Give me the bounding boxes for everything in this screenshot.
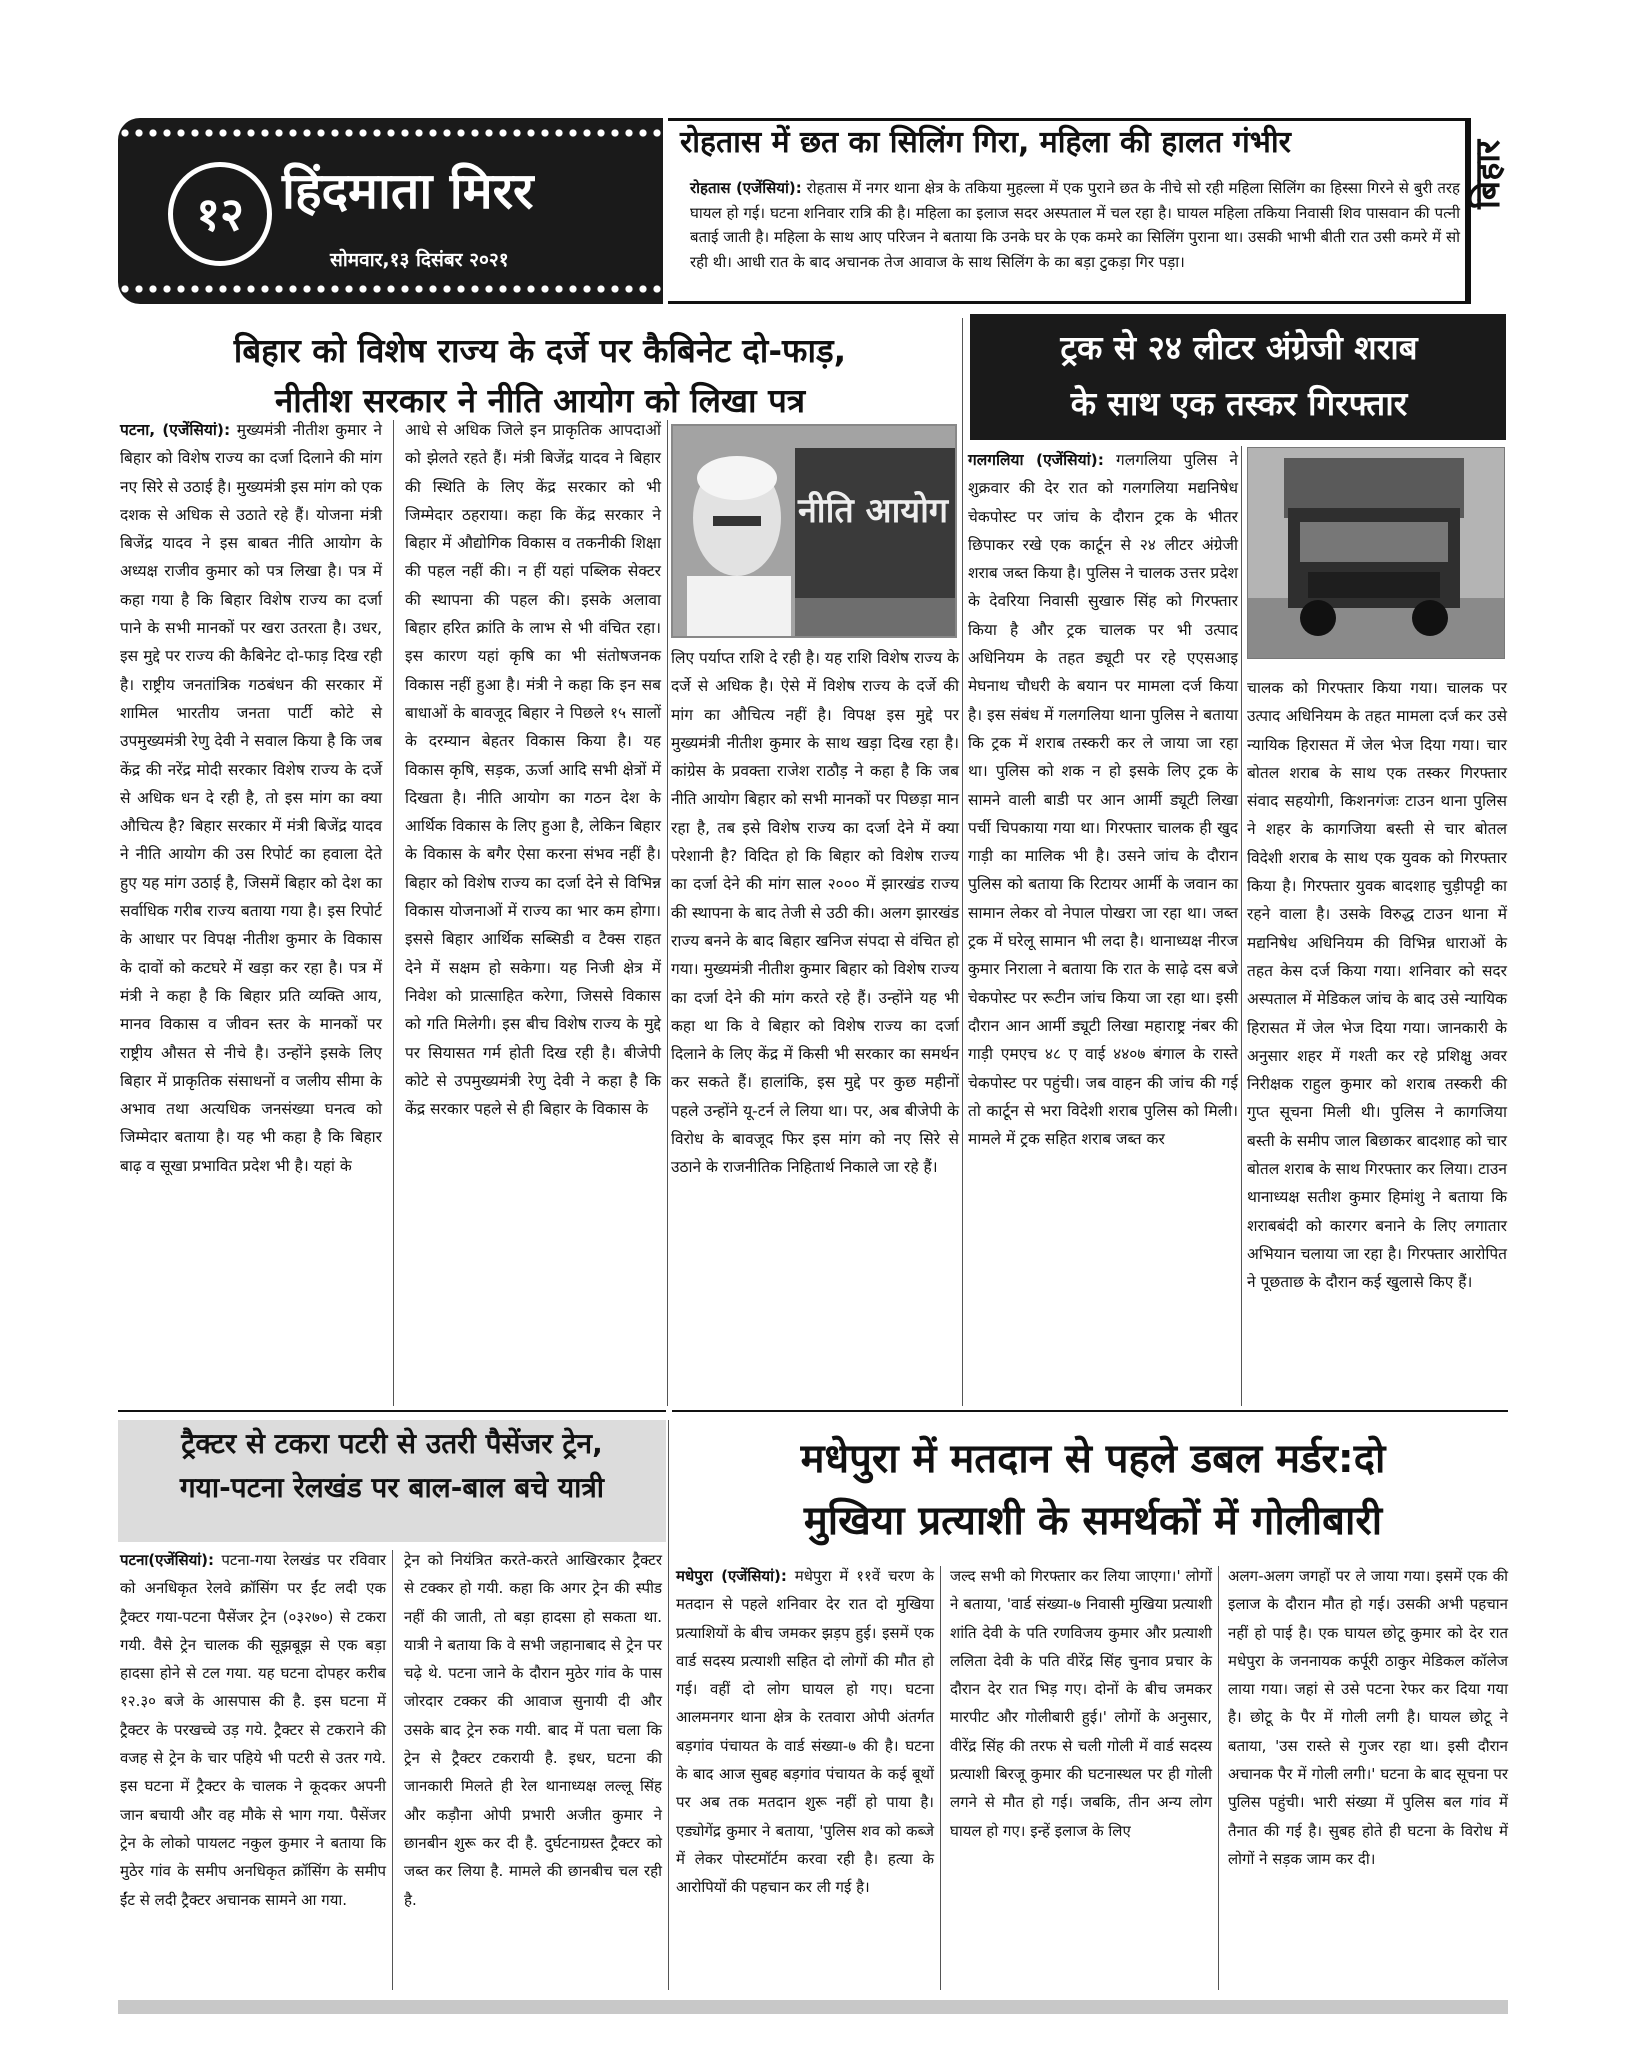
lead-story-column-2: आधे से अधिक जिले इन प्राकृतिक आपदाओं को झेलते रहते हैं। मंत्री बिजेंद्र यादव ने बिहार की स्थिति के लिए केंद्र सरकार को भी जिम्मेदार ठहराया। कहा कि केंद्र सरकार ने बिहार में औद्योगिक विकास व तकनीकी शिक्षा की पहल नहीं की। न हीं यहां पब्लिक सेक्‍टर की स्‍थापना की पहल की। इसके अलावा बिहार हरित क्रांति के लाभ से भी वंचित रहा। इस कारण यहां कृषि का भी संतोषजनक विकास नहीं हुआ है। मंत्री ने कहा कि इन सब बाधाओं के बावजूद बिहार ने पिछले १५ सालों के दरम्यान बेहतर विकास किया है। यह विकास कृषि, सड़क, ऊर्जा आदि सभी क्षेत्रों में दिखता है। नीति आयोग का गठन देश के आर्थिक विकास के लिए हुआ है, लेकिन बिहार के विकास के बगैर ऐसा करना संभव नहीं है। बिहार को विशेष राज्य का दर्जा देने से विभिन्न विकास योजनाओं में राज्य का भार कम होगा। इससे बिहार आर्थिक सब्सिडी व टैक्स राहत देने में सक्षम हो सकेगा। यह निजी क्षेत्र में निवेश को प्रात्साहित करेगा, जिससे विकास को गति मिलेगी। इस बीच विशेष राज्य के मुद्दे पर सियासत गर्म होती दिख रही है। बीजेपी कोटे से उपमुख्यमंत्री रेणु देवी ने कहा है कि केंद्र सरकार पहले से ही बिहार के विकास के — [405, 421, 661, 1119]
madhepura-story-column-3: अलग-अलग जगहों पर ले जाया गया। इसमें एक की इलाज के दौरान मौत हो गई। उसकी अभी पहचान नहीं हो पाई है। एक घायल छोटू कुमार को देर रात मधेपुरा के जननायक कर्पूरी ठाकुर मेडिकल कॉलेज लाया गया। जहां से उसे पटना रेफर कर दिया गया है। छोटू के पैर में गोली लगी है। घायल छोटू ने बताया, 'उस रास्ते से गुजर रहा था। इसी दौरान अचानक पैर में गोली लगी।' घटना के बाद सूचना पर पुलिस पहुंची। भारी संख्या में पुलिस बल गांव में तैनात की गई है। सुबह होते ही घटना के विरोध में लोगों ने सड़क जाम कर दी। — [1228, 1567, 1508, 1868]
madhepura-headline-line-2: मुखिया प्रत्याशी के समर्थकों में गोलीबारी — [803, 1498, 1383, 1544]
lead-story-column-3: लिए पर्याप्‍त राशि दे रही है। यह राशि विशेष राज्य के दर्जे से अधिक है। ऐसे में विशेष राज्‍य के दर्जे की मांग का औचित्य नहीं है। विपक्ष इस मुद्दे पर मुख्यमंत्री नीतीश कुमार के साथ खड़ा दिख रहा है। कांग्रेस के प्रवक्‍ता राजेश राठौड़ ने कहा है कि जब नीति आयोग बिहार को सभी मानकों पर पिछड़ा मान रहा है, तब इसे विशेष राज्‍य का दर्जा देने में क्‍या परेशानी है? विदित हो कि बिहार को विशेष राज्‍य का दर्जा देने की मांग साल २००० में झारखंड राज्य की स्थापना के बाद तेजी से उठी की। अलग झारखंड राज्य बनने के बाद बिहार खनिज संपदा से वंचित हो गया। मुख्‍यमंत्री नीतीश कुमार बिहार को विशेष राज्‍य का दर्जा देने की मांग करते रहे हैं। उन्होंने यह भी कहा था कि वे बिहार को विशेष राज्य का दर्जा दिलाने के लिए केंद्र में किसी भी सरकार का समर्थन कर सकते हैं। हालांकि, इस मुद्दे पर कुछ महीनों पहले उन्होंने यू-टर्न ले लिया था। पर, अब बीजेपी के विरोध के बावजूद फिर इस मांग को नए सिरे से उठाने के राजनीतिक निहितार्थ निकाले जा रहे हैं। — [671, 649, 959, 1177]
section-label: बिहार — [1468, 140, 1508, 209]
arrest-story-col1-text: गलगलिया पुलिस ने शुक्रवार की देर रात को गलगलिया मद्यनिषेध चेकपोस्ट पर जांच के दौरान ट्रक के भीतर छिपाकर रखे एक कार्टून से २४ लीटर अंग्रेजी शराब जब्त किया है। पुलिस ने चालक उत्तर प्रदेश के देवरिया निवासी सुखारु सिंह को गिरफ्तार किया है और ट्रक चालक पर भी उत्पाद अधिनियम के तहत ड्यूटी पर रहे एएसआइ मेघनाथ चौधरी के बयान पर मामला दर्ज किया है। इस संबंध में गलगलिया थाना पुलिस ने बताया कि ट्रक में शराब तस्करी कर ले जाया जा रहा था। पुलिस को शक न हो इसके लिए ट्रक के सामने वाली बाडी पर आन आर्मी ड्यूटी लिखा पर्ची चिपकाया गया था। गिरफ्तार चालक ही खुद गाड़ी का मालिक भी है। उसने जांच के दौरान पुलिस को बताया कि रिटायर आर्मी के जवान का सामान लेकर वो नेपाल पोखरा जा रहा था। जब्त ट्रक में घरेलू सामान भी लदा है। थानाध्यक्ष नीरज कुमार निराला ने बताया कि रात के साढ़े दस बजे चेकपोस्ट पर रूटीन जांच किया जा रहा था। इसी दौरान आन आर्मी ड्यूटी लिखा महाराष्ट्र नंबर की गाड़ी एमएच ४८ ए वाई ४४०७ बंगाल के रास्ते चेकपोस्ट पर पहुंची। जब वाहन की जांच की गई तो कार्टून से भरा विदेशी शराब पुलिस को मिली। मामले में ट्रक सहित शराब जब्त कर — [968, 451, 1238, 1149]
top-story-body — [690, 176, 1460, 274]
train-story-column-2: ट्रेन को नियंत्रित करते-करते आखिरकार ट्रैक्टर से टक्कर हो गयी. कहा कि अगर ट्रेन की स्पीड नहीं की जाती, तो बड़ा हादसा हो सकता था. यात्री ने बताया कि वे सभी जहानाबाद से ट्रेन पर चढ़े थे. पटना जाने के दौरान मुठेर गांव के पास जोरदार टक्कर की आवाज सुनायी दी और उसके बाद ट्रेन रुक गयी. बाद में पता चला कि ट्रेन से ट्रैक्टर टकरायी है. इधर, घटना की जानकारी मिलते ही रेल थानाध्यक्ष लल्लू सिंह और कड़ौना ओपी प्रभारी अजीत कुमार ने छानबीन शुरू कर दी है. दुर्घटनाग्रस्त ट्रैक्टर को जब्त कर लिया है. मामले की छानबीच चल रही है. — [404, 1551, 662, 1909]
film-perforation-top — [118, 126, 663, 140]
train-headline-line-2: गया-पटना रेलखंड पर बाल-बाल बचे यात्री — [179, 1471, 605, 1504]
madhepura-story-col1-text: मधेपुरा में ११वें चरण के मतदान से पहले शनिवार देर रात दो मुखिया प्रत्याशियों के बीच जमकर झड़प हुई। इसमें एक वार्ड सदस्य प्रत्याशी सहित दो लोगों की मौत हो गई। वहीं दो लोग घायल हो गए। घटना आलमनगर थाना क्षेत्र के रतवारा ओपी अंतर्गत बड़गांव पंचायत के वार्ड संख्या-७ की है। घटना के बाद आज सुबह बड़गांव पंचायत के कई बूथों पर अब तक मतदान शुरू नहीं हो पाया है। एड्योगेंद्र कुमार ने बताया, 'पुलिस शव को कब्जे में लेकर पोस्टमॉर्टम करवा रही है। हत्या के आरोपियों की पहचान कर ली गई है। — [676, 1567, 935, 1897]
photo-sign-text: नीति आयोग — [797, 491, 949, 531]
lead-story-headline — [120, 326, 960, 426]
arrest-story-column-2: चालक को गिरफ्तार किया गया। चालक पर उत्पाद अधिनियम के तहत मामला दर्ज कर उसे न्यायिक हिरासत में जेल भेज दिया गया। चार बोतल शराब के साथ एक तस्कर गिरफ्तार संवाद सहयोगी, किशनगंजः टाउन थाना पुलिस ने शहर के कागजिया बस्ती से चार बोतल विदेशी शराब के साथ एक युवक को गिरफ्तार किया है। गिरफ्तार युवक बादशाह चुड़ीपट्टी का रहने वाला है। उसके विरुद्ध टाउन थाना में मद्यनिषेध अधिनियम की विभिन्न धाराओं के तहत केस दर्ज किया गया। शनिवार को सदर अस्पताल में मेडिकल जांच के बाद उसे न्यायिक हिरासत में जेल भेज दिया गया। जानकारी के अनुसार शहर में गश्ती कर रहे प्रशिक्षु अवर निरीक्षक राहुल कुमार को शराब तस्करी की गुप्त सूचना मिली थी। पुलिस ने कागजिया बस्ती के समीप जाल बिछाकर बादशाह को चार बोतल शराब के साथ गिरफ्तार कर लिया। टाउन थानाध्यक्ष सतीश कुमार हिमांशु ने बताया कि शराबबंदी को कारगर बनाने के लिए लगातार अभियान चलाया जा रहा है। गिरफ्तार आरोपित ने पूछताछ के दौरान कई खुलासे किए हैं। — [1247, 679, 1507, 1292]
train-story-dateline: पटना(एजेंसियां): — [120, 1551, 215, 1569]
train-headline-line-1: ट्रैक्टर से टकरा पटरी से उतरी पैसेंजर ट्रेन, — [181, 1427, 603, 1460]
lead-headline-line-2: नीतीश सरकार ने नीति आयोग को लिखा पत्र — [274, 381, 806, 420]
lead-story-col1-text: मुख्यमंत्री नीतीश कुमार ने बिहार को विशेष राज्य का दर्जा दिलाने की मांग नए सिरे से उठाई है। मुख्‍यमंत्री इस मांग को एक दशक से अधिक से उठाते रहे हैं। योजना मंत्री बिजेंद्र यादव ने इस बाबत नीति आयोग के अध्यक्ष राजीव कुमार को पत्र लिखा है। पत्र में कहा गया है कि बिहार विशेष राज्य का दर्जा पाने के सभी मानकों पर खरा उतरता है। उधर, इस मुद्दे पर राज्य की कैबिनेट दो-फाड़ दिख रही है। राष्ट्रीय जनतांत्रिक गठबंधन की सरकार में शामिल भारतीय जनता पार्टी कोटे से उपमुख्यमंत्री रेणु देवी ने सवाल किया है कि जब केंद्र की नरेंद्र मोदी सरकार विशेष राज्य के दर्जे से अधिक धन दे रही है, तो इस मांग का क्या औचित्य है? बिहार सरकार में मंत्री बिजेंद्र यादव ने नीति आयोग की उस रिपोर्ट का हवाला देते हुए यह मांग उठाई है, जिसमें बिहार को देश का सर्वाधिक गरीब राज्य बताया गया है। इस रिपोर्ट के आधार पर विपक्ष नीतीश कुमार के विकास के दावों को कटघरे में खड़ा कर रहा है। पत्र में मंत्री ने कहा है कि बिहार प्रति व्यक्ति आय, मानव विकास व जीवन स्तर के मानकों पर राष्ट्रीय औसत से नीचे है। उन्होंने इसके लिए बिहार में प्राकृतिक संसाधनों व जलीय सीमा के अभाव तथा अत्‍यधिक जनसंख्या घनत्व को जिम्मेदार बताया है। यह भी कहा है कि बिहार बाढ़ व सूखा प्रभावित प्रदेश भी है। यहां के — [120, 421, 382, 1175]
issue-date: सोमवार,१३ दिसंबर २०२१ — [330, 249, 509, 271]
page-number-badge: १२ — [168, 162, 272, 266]
train-story-column-1 — [120, 1546, 386, 1914]
arrest-headline-line-1: ट्रक से २४ लीटर अंग्रेजी शराब — [1060, 328, 1418, 367]
truck-photo — [1247, 447, 1505, 659]
top-story-dateline: रोहतास (एजेंसियां): — [690, 179, 802, 197]
arrest-story-dateline: गलगलिया (एजेंसियां): — [968, 451, 1104, 469]
minister-photo-illustration — [673, 426, 957, 638]
madhepura-story-headline — [680, 1428, 1506, 1552]
top-story-text: रोहतास में नगर थाना क्षेत्र के तकिया मुहल्ला में एक पुराने छत के नीचे सो रही महिला सिलिंग का हिस्सा गिरने से बुरी तरह घायल हो गई। घटना शनिवार रात्रि की है। महिला का इलाज सदर अस्पताल में चल रहा है। घायल महिला तकिया निवासी शिव पासवान की पत्नी बताई जाती है। महिला के साथ आए परिजन ने बताया कि उनके घर के एक कमरे का सिलिंग पुराना था। उसकी भाभी बीती रात उसी कमरे में सो रही थी। आधी रात के बाद अचानक तेज आवाज के साथ सिलिंग के का बड़ा टुकड़ा गिर पड़ा। — [690, 179, 1460, 271]
train-story-headline — [118, 1422, 666, 1510]
newspaper-title: हिंदमाता मिरर — [282, 162, 534, 220]
lead-story-photo — [671, 424, 957, 638]
truck-illustration — [1248, 448, 1505, 659]
arrest-story-column-1 — [968, 446, 1238, 1153]
madhepura-story-dateline: मधेपुरा (एजेंसियां): — [676, 1567, 787, 1585]
footer-bar — [118, 2000, 1508, 2014]
madhepura-story-column-1 — [676, 1562, 934, 1902]
train-story-col1-text: पटना-गया रेलखंड पर रविवार को अनधिकृत रेलवे क्रॉसिंग पर ईंट लदी एक ट्रैक्टर गया-पटना पैसेंजर ट्रेन (०३२७०) से टकरा गयी. वैसे ट्रेन चालक की सूझबूझ से एक बड़ा हादसा होने से टल गया. यह घटना दोपहर करीब १२.३० बजे के आसपास की है. इस घटना में ट्रैक्टर के परखच्चे उड़ गये. ट्रैक्टर से टकराने की वजह से ट्रेन के चार पहिये भी पटरी से उतर गये. इस घटना में ट्रैक्टर के चालक ने कूदकर अपनी जान बचायी और वह मौके से भाग गया. पैसेंजर ट्रेन के लोको पायलट नकुल कुमार ने बताया कि मुठेर गांव के समीप अनधिकृत क्रॉसिंग के समीप ईंट से लदी ट्रैक्टर अचानक सामने आ गया. — [120, 1551, 386, 1909]
madhepura-headline-line-1: मधेपुरा में मतदान से पहले डबल मर्डर:दो — [800, 1436, 1386, 1482]
top-story-headline: रोहतास में छत का सिलिंग गिरा, महिला की हालत गंभीर — [680, 125, 1291, 160]
lead-story-column-1 — [120, 416, 382, 1180]
lead-headline-line-1: बिहार को विशेष राज्य के दर्जे पर कैबिनेट दो-फाड़, — [233, 331, 847, 370]
arrest-story-headline — [975, 320, 1503, 432]
film-perforation-bottom — [118, 282, 663, 296]
madhepura-story-column-2: जल्द सभी को गिरफ्तार कर लिया जाएगा।' लोगों ने बताया, 'वार्ड संख्या-७ निवासी मुखिया प्रत्याशी शांति देवी के पति रणविजय कुमार और प्रत्याशी ललिता देवी के पति वीरेंद्र सिंह चुनाव प्रचार के दौरान देर रात भिड़ गए। दोनों के बीच जमकर मारपीट और गोलीबारी हुई।' लोगों के अनुसार, वीरेंद्र सिंह की तरफ से चली गोली में वार्ड सदस्य प्रत्याशी बिरजू कुमार की घटनास्थल पर ही गोली लगने से मौत हो गई। जबकि, तीन अन्य लोग घायल हो गए। इन्हें इलाज के लिए — [950, 1567, 1212, 1840]
arrest-headline-line-2: के साथ एक तस्कर गिरफ्तार — [1070, 384, 1408, 423]
lead-story-dateline: पटना, (एजेंसियां): — [120, 421, 231, 439]
